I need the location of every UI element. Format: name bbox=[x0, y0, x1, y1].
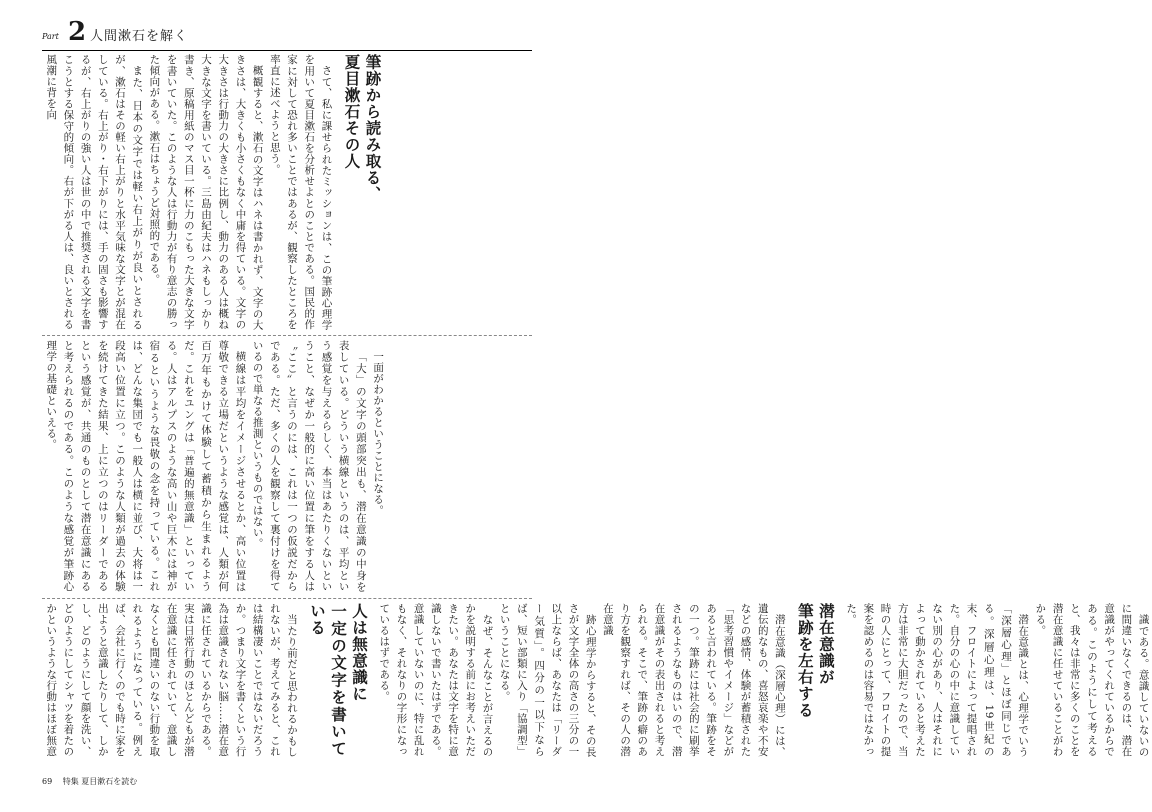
body-paragraph: 一面がわかるということになる。 bbox=[372, 350, 385, 516]
body-paragraph: 概観すると、漱石の文字はハネは書かれず、文字の大きさは、大きくも小さくもなく中庸を得ている。文字の大きさは行動力の大きさに比例し、動力のある人は概ね大きな文字を書いている。三島由紀夫はハネもしっかり書き、原稿用紙のマス目一杯に力のこもった大きな文字を書いていた。このような人は行動力が有り意志の勝った傾向がある。漱石はちょうど対照的である。 bbox=[148, 54, 264, 330]
page-number: 69 bbox=[42, 777, 53, 786]
page-footer bbox=[42, 776, 137, 787]
part-title: 人間漱石を解く bbox=[90, 29, 189, 44]
part-label: Part bbox=[42, 32, 59, 41]
tier-2-text bbox=[42, 340, 386, 592]
body-paragraph: 識である。意識していないのに間違いなくできるのは、潜在意識がやってくれているからである。このようにして考えると、我々は非常に多くのことを潜在意識に任せていることがわかる。 bbox=[1034, 603, 1150, 757]
body-paragraph: 潜在意識とは、心理学でいう「深層心理」とほぼ同じである。深層心理は、19世紀の末、フロイトによって提唱された。自分の心の中に意識していない別の心があり、人はそれによって動かされていると考えた方は非常に大胆だったので、当時の人にとって、フロイトの提案を認めるのは容易ではなかった。 bbox=[845, 603, 1030, 757]
page-header bbox=[42, 18, 532, 48]
body-paragraph: 「大」の文字の頭部突出も、潜在意識の中身を表している。どういう横線というのは、平均という感覚を与えるらしく、本当はあたりくないということ、なぜか一般的に高い位置に筆をする人は〝ここ〟と言うのには、これは一つの仮説だからである。ただ、多くの人を観察して裏付けを得ているので単なる推測というものではない。 bbox=[251, 340, 367, 592]
section-heading-line: 夏目漱石その人 bbox=[342, 54, 361, 170]
section-heading-line: 筆跡から読み取る、 bbox=[363, 54, 382, 203]
tier-3 bbox=[42, 603, 1150, 757]
body-paragraph: さて、私に課せられたミッションは、この筆跡心理学を用いて夏目漱石を分析せよとのことである。国民的作家に対して恐れ多いことではあるが、観察したところを率直に述べようと思う。 bbox=[268, 54, 333, 330]
section-heading-line: 一定の文字を書いている bbox=[308, 603, 348, 757]
tier-2 bbox=[42, 340, 532, 592]
section-heading bbox=[306, 603, 369, 757]
tier-1 bbox=[42, 54, 532, 330]
footer-title: 特集 夏目漱石を読む bbox=[62, 777, 138, 786]
tier-3-text bbox=[42, 603, 1152, 757]
body-paragraph: 潜在意識（深層心理）には、遺伝的なもの、喜怒哀楽や不安などの感情、体験が蓄積された「思考習慣やイメージ」などがあると言われている。筆跡をその一つ。筆跡には社会的に刷挙されるようなものはいので、潜在意識がその表出されると考えられる。そこで、筆跡の癖のあり方を観察すれば、その人の潜在意識 bbox=[601, 603, 786, 757]
body-paragraph: なぜ、そんなことが言えるのかを説明する前にお考えいただきたい。あなたは文字を特に意識しないで書いたはずである。意識していないのに、特に乱れもなく、それなりの字形になっているはずである。 bbox=[378, 603, 494, 757]
section-heading-line: 潜在意識が bbox=[816, 603, 835, 686]
section-heading bbox=[794, 603, 836, 757]
tier-1-text bbox=[42, 54, 388, 330]
header-rule bbox=[42, 50, 532, 51]
tier-divider bbox=[42, 335, 532, 336]
body-paragraph: 横線は平均をイメージさせるとか、高い位置は尊敬できる立場だというような感覚は、人類が何百万年もかけて体験して蓄積から生まれるようだ。これをユングは「普遍的無意識」といっている。人はアルプスのような高い山や巨木には神が宿るというような畏敬の念を持っている。これは、どんな集団でも一般人は横に並び、大将は一段高い位置に立つ。このような人類が過去の体験を続けてきた結果、上に立つのはリーダーであるという感覚が、共通のものとして潜在意識にあると考えられるのである。このような感覚が筆跡心理学の基礎といえる。 bbox=[45, 340, 247, 592]
body-paragraph: 当たり前だと思われるかもしれないが、考えてみると、これは結構凄いことではないだろうか。つまり文字を書くという行為は意識されない脳……潜在意識に任されているからである。実は日常行動のほとんどもが潜在意識に任されていて、意識しなくとも間違いのない行動を取れるようになっている。例えば、会社に行くのでも時に家を出ようと意識したりして、しかし、どのようにして顔を洗い、どのようにしてシャツを着たのかというような行動はほぼ無意 bbox=[45, 603, 299, 757]
body-paragraph: 跡心理学からすると、その長さが文字全体の高さの三分の一以上ならば、あなたは「リーダー気質」。四分の一以下ならば、短い部類に入り「協調型」ということになる。 bbox=[498, 603, 597, 757]
body-paragraph: また、日本の文字では軽い右上がりが良いとされるが、漱石はその軽い右上がりと水平気味な文字とが混在している。右上がり・右下がりには、手の固さも影響するが、右上がりの強い人は世の中で推奨される文字を書こうとする保守的傾向。右が下がる人は、良いとされる風潮に背を向 bbox=[45, 54, 144, 330]
part-number: 2 bbox=[68, 17, 87, 47]
section-heading bbox=[340, 54, 382, 330]
section-heading-line: 人は無意識に bbox=[350, 603, 369, 702]
tier-divider bbox=[42, 598, 532, 599]
section-heading-line: 筆跡を左右する bbox=[795, 603, 814, 719]
